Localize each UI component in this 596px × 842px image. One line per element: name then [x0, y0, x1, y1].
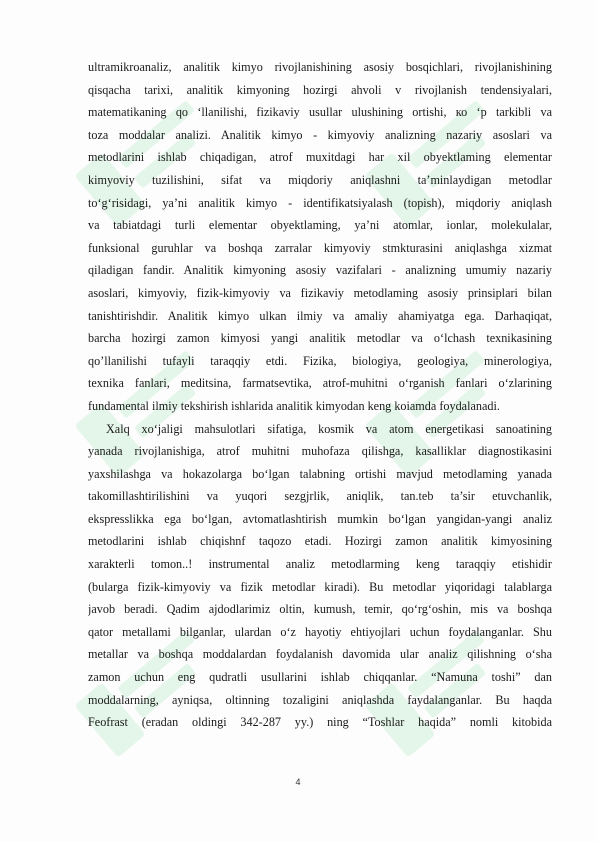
text-line: (bularga fizik-kimyoviy va fizik metodlar kiradi). Bu metodlar yiqoridagi talablarga: [88, 579, 552, 594]
text-line: qo’llanilishi tufayli taraqqiy etdi. Fizika, biologiya, geologiya, minerologiya,: [88, 353, 552, 368]
text-line: texnika fanlari, meditsina, farmatsevtika, atrof-muhitni o‘rganish fanlari o‘zlarining: [88, 376, 552, 391]
text-line: ultramikroanaliz, analitik kimyo rivojlanishining asosiy bosqichlari, rivojlanishining: [88, 60, 552, 74]
text-line: takomillashtirilishini va yuqori sezgjrlik, aniqlik, tan.teb ta’sir etuvchanlik,: [88, 489, 552, 504]
text-line: fundamental ilmiy tekshirish ishlarida analitik kimyodan keng koiamda foydalanadi.: [88, 398, 500, 413]
text-line: Xalq xo‘jaligi mahsulotlari sifatiga, kosmik va atom energetikasi sanoatining: [106, 421, 552, 436]
text-line: qisqacha tarixi, analitik kimyoning hozirgi ahvoli v rivojlanish tendensiyalari,: [88, 82, 552, 97]
text-line: ekspresslikka ega bo‘lgan, avtomatlashtirish mumkin bo‘lgan yangidan-yangi analiz: [88, 511, 552, 526]
text-line: metallar va boshqa moddalardan foydalanish davomida ular analiz qilishning o‘sha: [88, 647, 552, 662]
text-line: yanada rivojlanishiga, atrof muhitni muhofaza qilishga, kasalliklar diagnostikasini: [88, 444, 552, 459]
text-line: moddalarning, ayniqsa, oltinning tozaligini aniqlashda faydalanganlar. Bu haqda: [88, 692, 552, 707]
text-line: qator metallami bilganlar, ulardan o‘z hayotiy ehtiyojlari uchun foydalanganlar. Shu: [88, 624, 552, 639]
text-line: Feofrast (eradan oldingi 342-287 yy.) ning “Toshlar haqida” nomli kitobida: [88, 715, 552, 730]
text-line: barcha hozirgi zamon kimyosi yangi analitik metodlar va o‘lchash texnikasining: [88, 331, 552, 346]
text-line: javob beradi. Qadim ajdodlarimiz oltin, kumush, temir, qo‘rg‘oshin, mis va boshqa: [88, 602, 552, 617]
text-line: metodlarini ishlab chiqishnf taqozo etadi. Hozirgi zamon analitik kimyosining: [88, 534, 552, 549]
text-line: qiladigan fandir. Analitik kimyoning asosiy vazifalari - analizning umumiy nazariy: [88, 263, 552, 278]
text-line: va tabiatdagi turli elementar obyektlaming, ya’ni atomlar, ionlar, molekulalar,: [88, 218, 552, 233]
text-line: zamon uchun eng qudratli usullarini ishlab chiqqanlar. “Namuna toshi” dan: [88, 670, 552, 685]
text-line: asoslari, kimyoviy, fizik-kimyoviy va fizikaviy metodlaming asosiy prinsiplari bilan: [88, 285, 552, 300]
text-line: to‘g‘risidagi, ya’ni analitik kimyo - identifikatsiyalash (topish), miqdoriy aniqlash: [88, 195, 552, 210]
text-line: matematikaning qo ‘llanilishi, fizikaviy usullar ulushining ortishi, ко ‘p tarkibli va: [88, 105, 552, 120]
text-line: xarakterli tomon..! instrumental analiz metodlarming keng taraqqiy etishidir: [88, 557, 552, 572]
text-line: tanishtirishdir. Analitik kimyo ulkan ilmiy va amaliy ahamiyatga ega. Darhaqiqat,: [88, 308, 552, 323]
page-number: 4: [295, 777, 301, 787]
text-line: yaxshilashga va hokazolarga bo‘lgan talabning ortishi mavjud metodlaming yanada: [88, 466, 552, 481]
text-line: funksional guruhlar va boshqa zarralar kimyoviy stmkturasini aniqlashga xizmat: [88, 240, 552, 255]
text-line: toza moddalar analizi. Analitik kimyo - kimyoviy analizning nazariy asoslari va: [88, 127, 552, 142]
text-line: metodlarini ishlab chiqadigan, atrof muxitdagi har xil obyektlaming elementar: [88, 150, 552, 165]
body-text: [88, 56, 552, 734]
text-line: kimyoviy tuzilishini, sifat va miqdoriy aniqlashni ta’minlaydigan metodlar: [88, 172, 552, 187]
